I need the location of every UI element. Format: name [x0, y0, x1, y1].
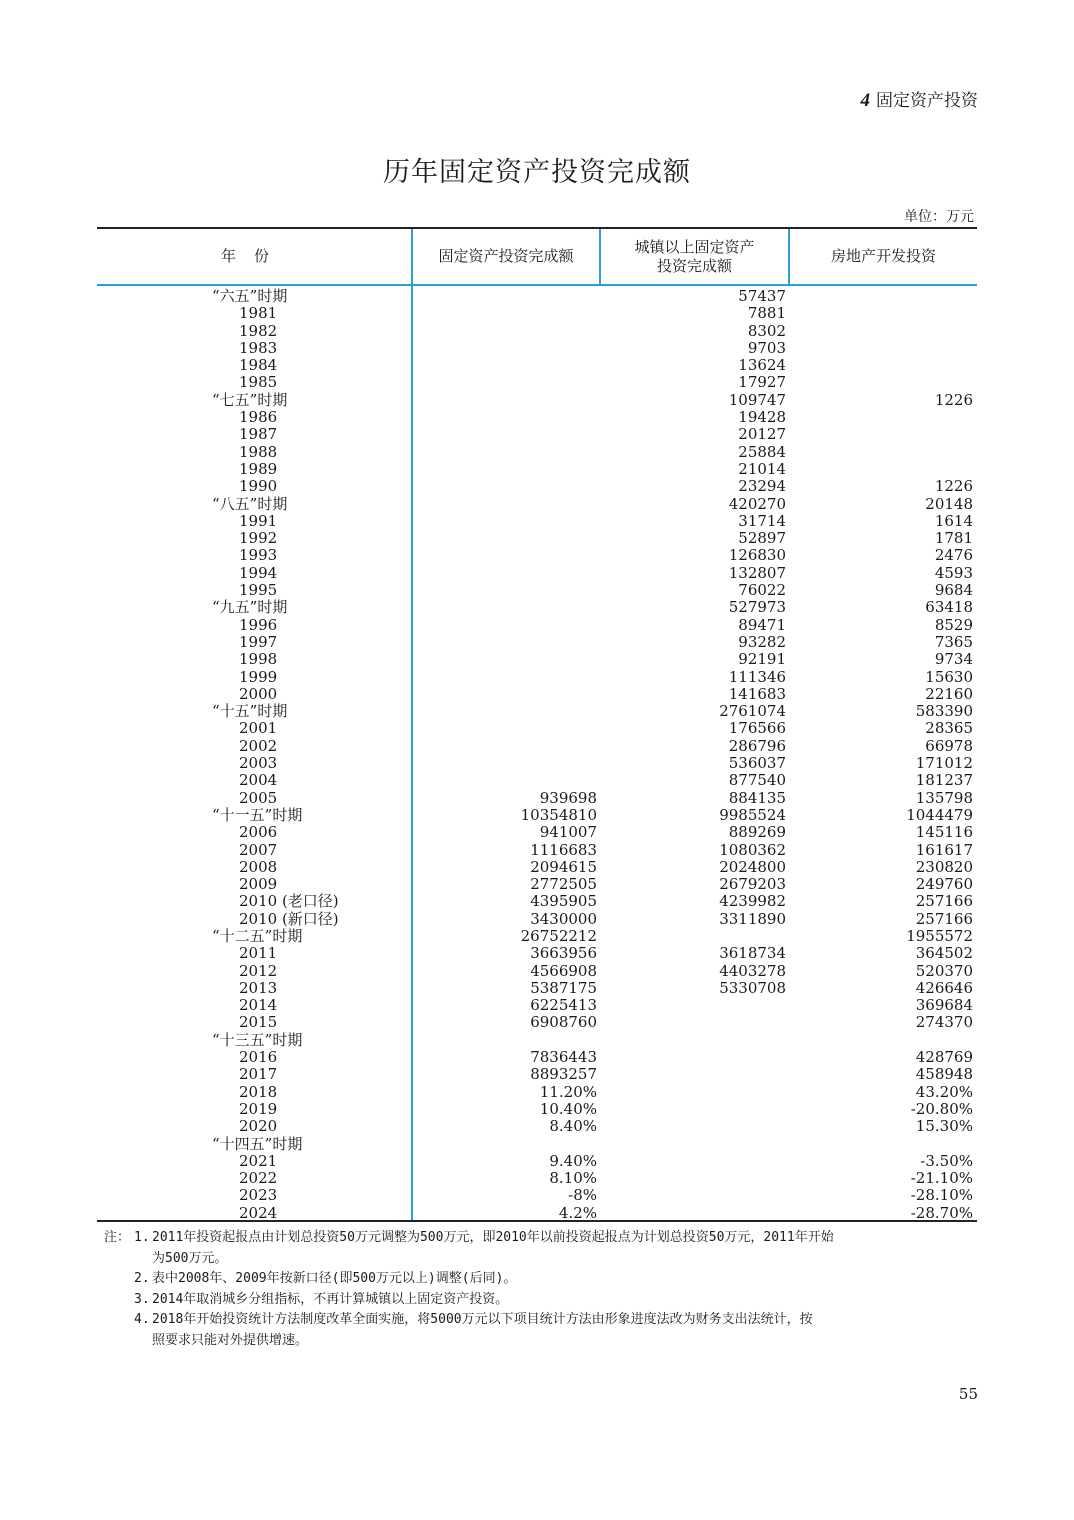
total-investment-cell: 8.40%: [549, 1117, 597, 1136]
unit-label: 单位：万元: [904, 209, 974, 225]
table-row: [97, 807, 977, 824]
real-estate-cell: 161617: [915, 840, 973, 859]
real-estate-cell: 257166: [915, 892, 973, 911]
year-cell: 2004: [239, 771, 278, 790]
total-investment-cell: 10354810: [520, 805, 597, 824]
note-line: 照要求只能对外提供增速。: [152, 1332, 309, 1348]
real-estate-cell: -20.80%: [910, 1099, 973, 1118]
note-line: 表中2008年、2009年按新口径(即500万元以上)调整(后同)。: [152, 1271, 517, 1286]
urban-investment-cell: 92191: [738, 650, 786, 669]
year-cell: 1981: [239, 304, 278, 323]
real-estate-cell: 20148: [925, 494, 973, 513]
real-estate-cell: 15630: [925, 667, 973, 686]
real-estate-cell: 1614: [934, 511, 973, 530]
urban-investment-cell: 9985524: [719, 805, 786, 824]
table-row: [97, 1101, 977, 1118]
year-cell: 2023: [239, 1186, 278, 1205]
real-estate-cell: 2476: [934, 546, 973, 565]
total-investment-cell: 9.40%: [549, 1151, 597, 1170]
year-cell: 2014: [239, 996, 278, 1015]
table-row: [97, 288, 977, 305]
urban-investment-cell: 9703: [747, 338, 786, 357]
year-cell: 1991: [239, 511, 278, 530]
year-cell: “十一五”时期: [212, 805, 303, 824]
real-estate-cell: -28.10%: [910, 1186, 973, 1205]
urban-investment-cell: 2679203: [719, 875, 786, 894]
year-cell: 2010 (老口径): [239, 892, 339, 911]
note-index: 4.: [134, 1312, 150, 1327]
real-estate-cell: 8529: [934, 615, 973, 634]
urban-investment-cell: 126830: [728, 546, 786, 565]
note-index: 2.: [134, 1271, 150, 1286]
table-row: [97, 1032, 977, 1049]
table-row: [97, 980, 977, 997]
year-cell: 2021: [239, 1151, 278, 1170]
year-cell: 1997: [239, 632, 278, 651]
total-investment-cell: 2094615: [530, 857, 597, 876]
table-row: [97, 1153, 977, 1170]
urban-investment-cell: 2761074: [719, 702, 786, 721]
urban-investment-cell: 7881: [747, 304, 786, 323]
table-row: [97, 1066, 977, 1083]
total-investment-cell: 11.20%: [539, 1082, 597, 1101]
total-investment-cell: 7836443: [530, 1048, 597, 1067]
urban-investment-cell: 4403278: [719, 961, 786, 980]
total-investment-cell: 4566908: [530, 961, 597, 980]
real-estate-cell: 249760: [915, 875, 973, 894]
real-estate-cell: 1226: [934, 390, 973, 409]
year-cell: 2008: [239, 857, 278, 876]
year-cell: 1982: [239, 321, 278, 340]
note-line: 为500万元。: [152, 1250, 228, 1266]
table-row: [97, 374, 977, 391]
urban-investment-cell: 536037: [728, 754, 786, 773]
total-investment-cell: 941007: [539, 823, 597, 842]
urban-investment-cell: 31714: [738, 511, 786, 530]
year-cell: 1987: [239, 425, 278, 444]
urban-investment-cell: 3618734: [719, 944, 786, 963]
real-estate-cell: 28365: [925, 719, 973, 738]
year-cell: “十二五”时期: [212, 926, 303, 945]
table-row: [97, 790, 977, 807]
table-row: [97, 1118, 977, 1135]
table-row: [97, 755, 977, 772]
year-cell: “十四五”时期: [212, 1134, 303, 1153]
year-cell: 2017: [239, 1065, 278, 1084]
year-cell: 2018: [239, 1082, 278, 1101]
total-investment-cell: 1116683: [530, 840, 597, 859]
urban-investment-cell: 20127: [738, 425, 786, 444]
real-estate-cell: 1781: [934, 529, 973, 548]
real-estate-cell: 1044479: [906, 805, 973, 824]
year-cell: 1998: [239, 650, 278, 669]
year-cell: 1988: [239, 442, 278, 461]
real-estate-cell: 171012: [915, 754, 973, 773]
table-row: [97, 928, 977, 945]
urban-investment-cell: 89471: [738, 615, 786, 634]
note-line: 2014年取消城乡分组指标，不再计算城镇以上固定资产投资。: [152, 1291, 509, 1307]
table-row: [97, 1014, 977, 1031]
urban-investment-cell: 527973: [728, 598, 786, 617]
year-cell: 2005: [239, 788, 278, 807]
table-row: [97, 1049, 977, 1066]
table-row: [97, 1187, 977, 1204]
table-row: [97, 686, 977, 703]
table-row: [97, 1170, 977, 1187]
total-investment-cell: 26752212: [520, 926, 597, 945]
table-row: [97, 720, 977, 737]
table-row: [97, 876, 977, 893]
urban-investment-cell: 76022: [738, 581, 786, 600]
table-row: [97, 842, 977, 859]
urban-investment-cell: 13624: [738, 356, 786, 375]
table-row: [97, 911, 977, 928]
year-cell: 1994: [239, 563, 278, 582]
header-urban-line1: 城镇以上固定资产: [634, 237, 755, 256]
chapter-header: [861, 86, 979, 112]
real-estate-cell: -3.50%: [920, 1151, 973, 1170]
table-row: [97, 772, 977, 789]
page-number: 55: [958, 1385, 978, 1403]
chapter-title: 固定资产投资: [876, 91, 978, 111]
note-line: 2011年投资起报点由计划总投资50万元调整为500万元，即2010年以前投资起报点为计划总投资50万元，2011年开始: [152, 1230, 834, 1245]
header-year: 年份: [220, 247, 287, 265]
note-item: [104, 1228, 984, 1269]
real-estate-cell: 15.30%: [915, 1117, 973, 1136]
total-investment-cell: 6225413: [530, 996, 597, 1015]
urban-investment-cell: 5330708: [719, 978, 786, 997]
year-cell: 2010 (新口径): [239, 909, 339, 928]
urban-investment-cell: 93282: [738, 632, 786, 651]
year-cell: 1989: [239, 459, 278, 478]
real-estate-cell: 230820: [915, 857, 973, 876]
urban-investment-cell: 19428: [738, 408, 786, 427]
table-row: [97, 997, 977, 1014]
table-row: [97, 893, 977, 910]
year-cell: 2012: [239, 961, 278, 980]
urban-investment-cell: 141683: [728, 684, 786, 703]
urban-investment-cell: 176566: [728, 719, 786, 738]
real-estate-cell: 7365: [934, 632, 973, 651]
urban-investment-cell: 877540: [728, 771, 786, 790]
table-row: [97, 409, 977, 426]
header-real-estate: 房地产开发投资: [830, 247, 936, 265]
year-cell: 2016: [239, 1048, 278, 1067]
table-row: [97, 461, 977, 478]
year-cell: 2001: [239, 719, 278, 738]
real-estate-cell: 520370: [915, 961, 973, 980]
real-estate-cell: 426646: [915, 978, 973, 997]
header-urban-investment: [601, 229, 788, 284]
table-row: [97, 634, 977, 651]
year-cell: 1985: [239, 373, 278, 392]
urban-investment-cell: 1080362: [719, 840, 786, 859]
total-investment-cell: 4395905: [530, 892, 597, 911]
urban-investment-cell: 57437: [738, 287, 786, 305]
note-index: 3.: [134, 1291, 150, 1307]
investment-table: [97, 227, 977, 1222]
urban-investment-cell: 420270: [728, 494, 786, 513]
urban-investment-cell: 2024800: [719, 857, 786, 876]
table-row: [97, 392, 977, 409]
table-row: [97, 859, 977, 876]
table-row: [97, 444, 977, 461]
real-estate-cell: 458948: [915, 1065, 973, 1084]
urban-investment-cell: 25884: [738, 442, 786, 461]
table-row: [97, 305, 977, 322]
urban-investment-cell: 52897: [738, 529, 786, 548]
year-cell: “九五”时期: [212, 598, 288, 617]
real-estate-cell: -21.10%: [910, 1169, 973, 1188]
year-cell: 2011: [239, 944, 278, 963]
table-row: [97, 565, 977, 582]
header-urban-line2: 投资完成额: [656, 256, 732, 275]
real-estate-cell: 1226: [934, 477, 973, 496]
table-row: [97, 599, 977, 616]
year-cell: 1999: [239, 667, 278, 686]
real-estate-cell: 43.20%: [915, 1082, 973, 1101]
table-row: [97, 963, 977, 980]
table-header-rule: [97, 284, 977, 286]
note-item: [104, 1310, 984, 1351]
table-row: [97, 357, 977, 374]
table-body: [97, 288, 977, 1222]
year-cell: 2000: [239, 684, 278, 703]
real-estate-cell: 145116: [915, 823, 973, 842]
notes: [104, 1228, 984, 1351]
real-estate-cell: -28.70%: [910, 1203, 973, 1222]
total-investment-cell: -8%: [568, 1186, 597, 1205]
real-estate-cell: 1955572: [906, 926, 973, 945]
year-cell: 2002: [239, 736, 278, 755]
real-estate-cell: 4593: [934, 563, 973, 582]
urban-investment-cell: 884135: [728, 788, 786, 807]
real-estate-cell: 63418: [925, 598, 973, 617]
urban-investment-cell: 8302: [747, 321, 786, 340]
total-investment-cell: 4.2%: [558, 1203, 597, 1222]
note-item: [104, 1269, 984, 1290]
real-estate-cell: 22160: [925, 684, 973, 703]
table-row: [97, 513, 977, 530]
table-row: [97, 669, 977, 686]
real-estate-cell: 9684: [934, 581, 973, 600]
year-cell: 1993: [239, 546, 278, 565]
table-row: [97, 1205, 977, 1222]
real-estate-cell: 583390: [915, 702, 973, 721]
year-cell: 2003: [239, 754, 278, 773]
year-cell: 2020: [239, 1117, 278, 1136]
total-investment-cell: 6908760: [530, 1013, 597, 1032]
urban-investment-cell: 4239982: [719, 892, 786, 911]
table-row: [97, 530, 977, 547]
urban-investment-cell: 3311890: [719, 909, 786, 928]
table-row: [97, 824, 977, 841]
table-row: [97, 703, 977, 720]
year-cell: “六五”时期: [212, 287, 288, 305]
year-cell: 2015: [239, 1013, 278, 1032]
urban-investment-cell: 21014: [738, 459, 786, 478]
table-row: [97, 945, 977, 962]
urban-investment-cell: 23294: [738, 477, 786, 496]
year-cell: 1990: [239, 477, 278, 496]
total-investment-cell: 2772505: [530, 875, 597, 894]
table-row: [97, 617, 977, 634]
real-estate-cell: 257166: [915, 909, 973, 928]
year-cell: 1983: [239, 338, 278, 357]
real-estate-cell: 135798: [915, 788, 973, 807]
total-investment-cell: 5387175: [530, 978, 597, 997]
note-line: 2018年开始投资统计方法制度改革全面实施，将5000万元以下项目统计方法由形象进度法改为财务支出法统计，按: [152, 1312, 813, 1327]
real-estate-cell: 428769: [915, 1048, 973, 1067]
table-row: [97, 1084, 977, 1101]
real-estate-cell: 66978: [925, 736, 973, 755]
year-cell: “十三五”时期: [212, 1030, 303, 1049]
year-cell: 1992: [239, 529, 278, 548]
year-cell: 2013: [239, 978, 278, 997]
real-estate-cell: 369684: [915, 996, 973, 1015]
total-investment-cell: 939698: [539, 788, 597, 807]
table-row: [97, 323, 977, 340]
note-index: 1.: [134, 1230, 150, 1245]
year-cell: “八五”时期: [212, 494, 288, 513]
year-cell: 2007: [239, 840, 278, 859]
year-cell: 1984: [239, 356, 278, 375]
total-investment-cell: 8.10%: [549, 1169, 597, 1188]
table-row: [97, 426, 977, 443]
table-row: [97, 738, 977, 755]
year-cell: 2019: [239, 1099, 278, 1118]
table-row: [97, 478, 977, 495]
year-cell: 2024: [239, 1203, 278, 1222]
table-row: [97, 496, 977, 513]
year-cell: 2022: [239, 1169, 278, 1188]
total-investment-cell: 3430000: [530, 909, 597, 928]
year-cell: “七五”时期: [212, 390, 288, 409]
page-title: 历年固定资产投资完成额: [383, 157, 691, 188]
total-investment-cell: 8893257: [530, 1065, 597, 1084]
urban-investment-cell: 111346: [728, 667, 786, 686]
real-estate-cell: 364502: [915, 944, 973, 963]
table-row: [97, 340, 977, 357]
urban-investment-cell: 132807: [728, 563, 786, 582]
notes-label: 注：: [104, 1230, 131, 1245]
urban-investment-cell: 17927: [738, 373, 786, 392]
year-cell: 2006: [239, 823, 278, 842]
total-investment-cell: 3663956: [530, 944, 597, 963]
year-cell: “十五”时期: [212, 702, 288, 721]
year-cell: 1996: [239, 615, 278, 634]
real-estate-cell: 274370: [915, 1013, 973, 1032]
urban-investment-cell: 889269: [728, 823, 786, 842]
table-row: [97, 582, 977, 599]
urban-investment-cell: 286796: [728, 736, 786, 755]
chapter-number: 4: [860, 90, 870, 111]
table-row: [97, 547, 977, 564]
year-cell: 1995: [239, 581, 278, 600]
table-row: [97, 1136, 977, 1153]
total-investment-cell: 10.40%: [539, 1099, 597, 1118]
real-estate-cell: 181237: [915, 771, 973, 790]
year-cell: 2009: [239, 875, 278, 894]
table-row: [97, 651, 977, 668]
header-total-investment: 固定资产投资完成额: [438, 247, 574, 265]
year-cell: 1986: [239, 408, 278, 427]
urban-investment-cell: 109747: [728, 390, 786, 409]
note-item: [104, 1290, 984, 1311]
real-estate-cell: 9734: [934, 650, 973, 669]
